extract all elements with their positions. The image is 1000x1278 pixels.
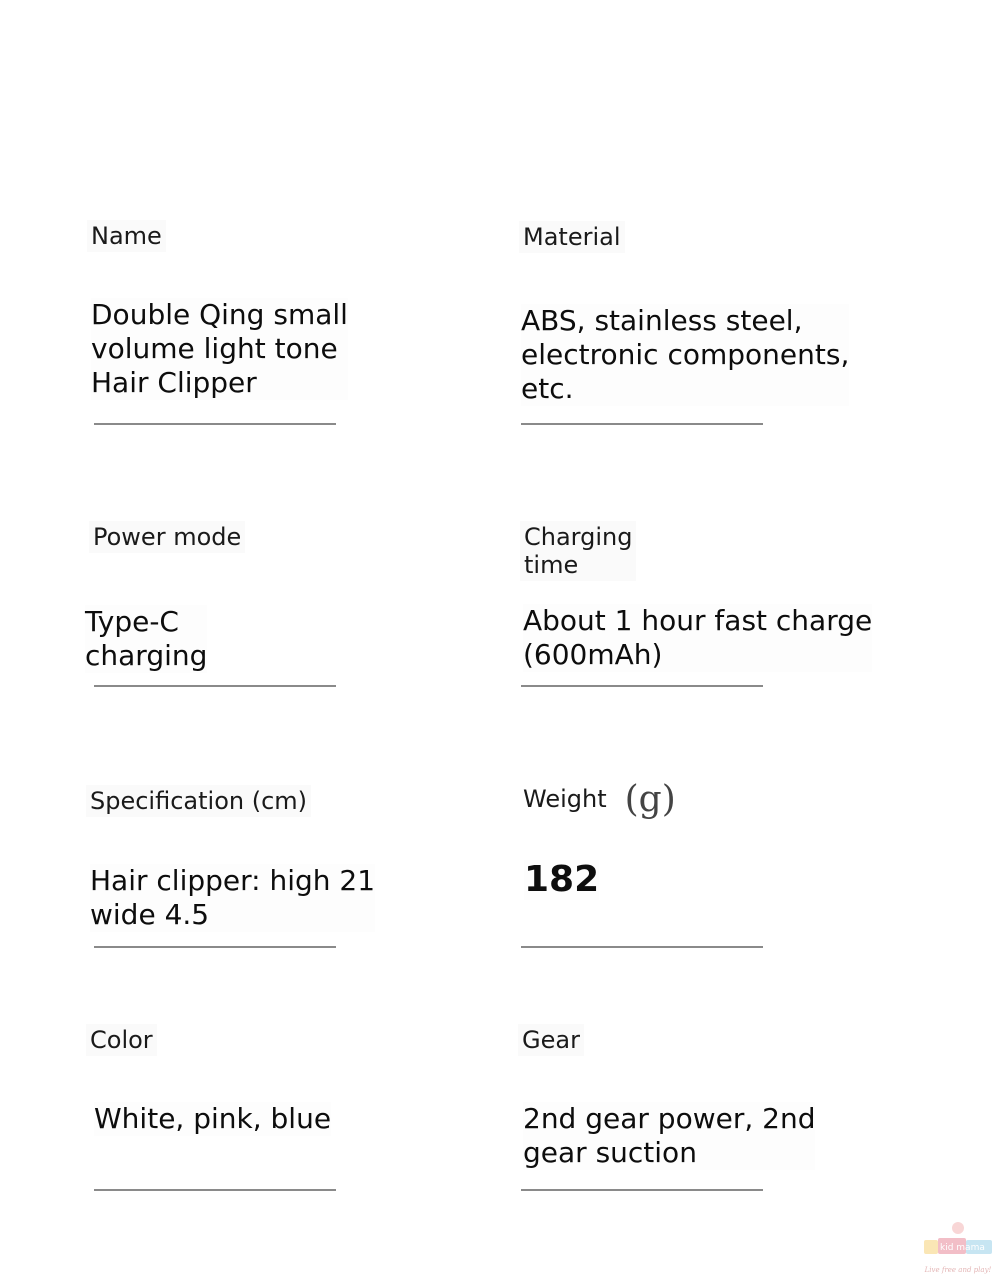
charging-time-label: Charging time [520, 521, 636, 581]
charging-time-value: About 1 hour fast charge (600mAh) [523, 604, 873, 671]
brand-logo-icon [922, 1218, 994, 1262]
weight-divider [521, 946, 763, 948]
specification-value: Hair clipper: high 21 wide 4.5 [90, 864, 376, 931]
watermark-tagline: Live free and play! [924, 1266, 992, 1274]
color-value: White, pink, blue [94, 1102, 332, 1135]
power-mode-divider [94, 685, 336, 687]
power-mode-label: Power mode [89, 521, 245, 553]
name-divider [94, 423, 336, 425]
watermark-brand: kid mama [940, 1243, 985, 1253]
name-label: Name [87, 220, 166, 252]
weight-label [519, 779, 680, 820]
weight-unit: (g) [624, 779, 676, 820]
charging-time-divider [521, 685, 763, 687]
power-mode-value: Type-C charging [85, 605, 208, 672]
weight-label-text: Weight [523, 785, 607, 813]
brand-watermark-logo [922, 1218, 994, 1274]
name-value: Double Qing small volume light tone Hair Clipper [91, 298, 348, 399]
material-divider [521, 423, 763, 425]
gear-divider [521, 1189, 763, 1191]
specification-divider [94, 946, 336, 948]
material-label: Material [519, 221, 625, 253]
gear-label: Gear [518, 1024, 584, 1056]
color-divider [94, 1189, 336, 1191]
weight-value: 182 [524, 859, 600, 900]
color-label: Color [86, 1024, 157, 1056]
gear-value: 2nd gear power, 2nd gear suction [523, 1102, 816, 1169]
material-value: ABS, stainless steel, electronic components, etc. [521, 304, 850, 405]
specification-label: Specification (cm) [86, 785, 311, 817]
